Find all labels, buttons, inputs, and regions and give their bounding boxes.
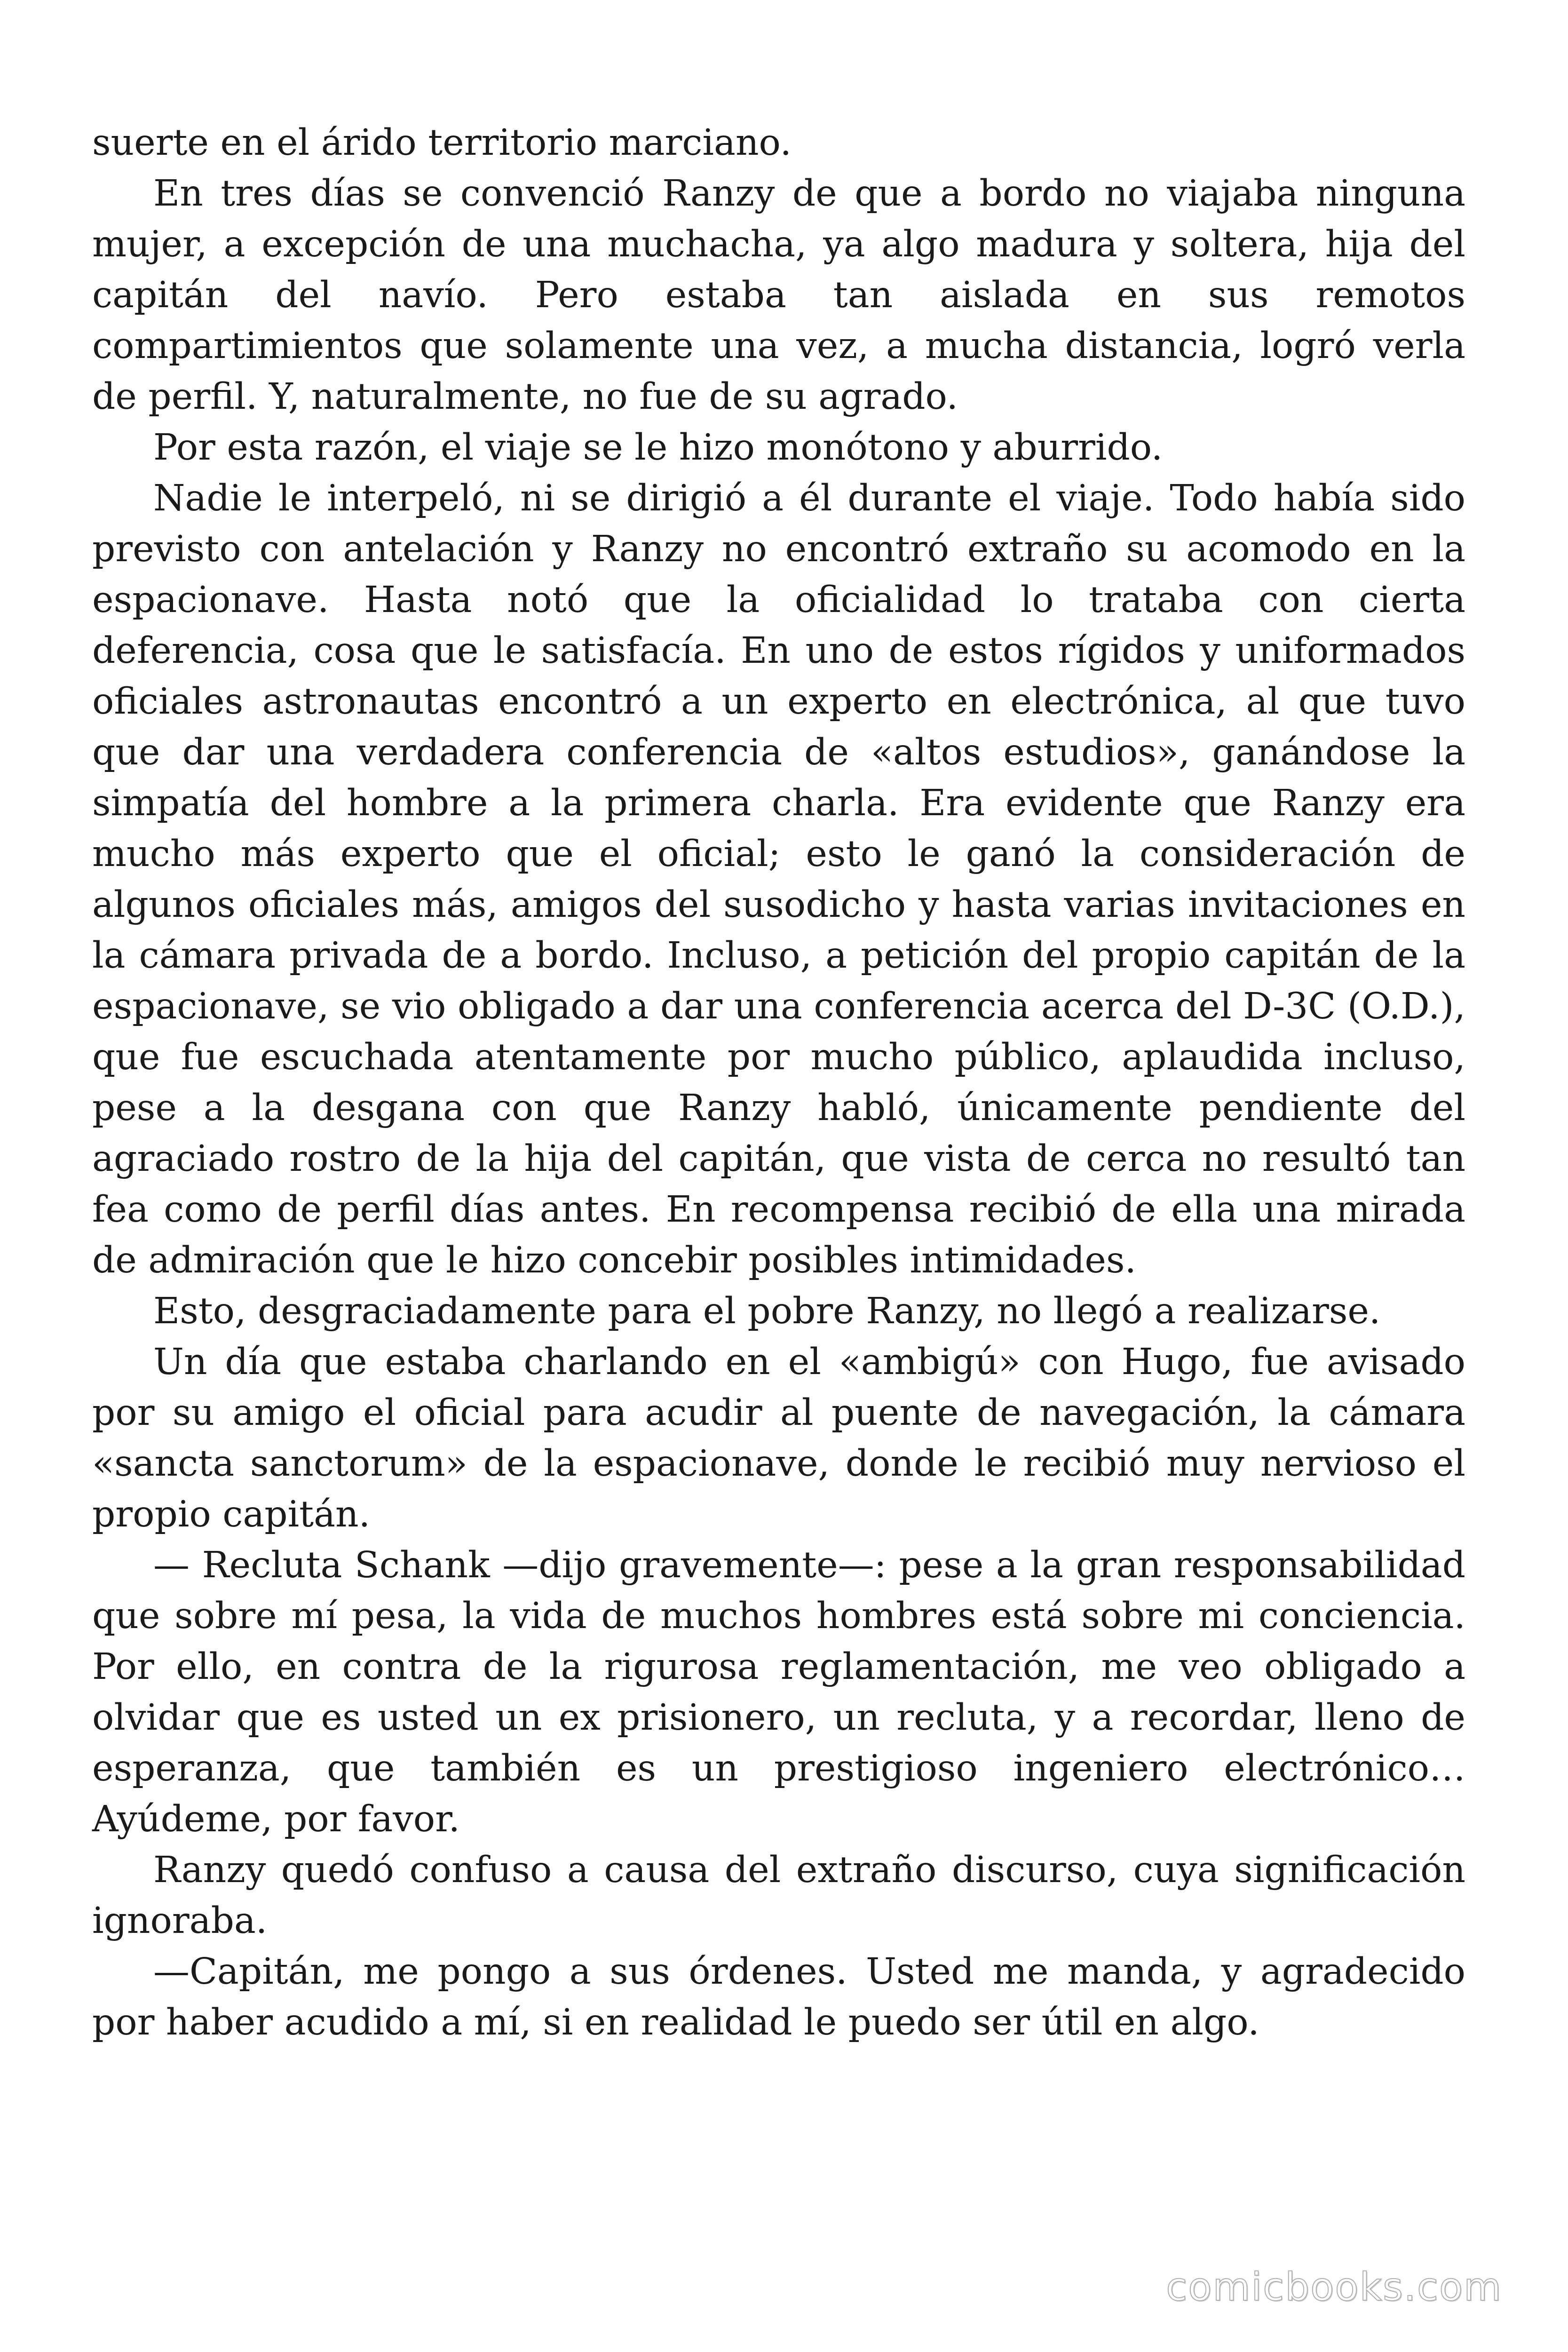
watermark: comicbooks.com: [1166, 2265, 1502, 2310]
paragraph: Nadie le interpeló, ni se dirigió a él durante el viaje. Todo había sido previsto con antelación y Ranzy no encontró extraño su acomodo en la espacionave. Hasta notó que la oficialidad lo trataba con cierta deferencia, cosa que le satisfacía. En uno de estos rígidos y uniformados oficiales astronautas encontró a un experto en electrónica, al que tuvo que dar una verdadera conferencia de «altos estudios», ganándose la simpatía del hombre a la primera charla. Era evidente que Ranzy era mucho más experto que el oficial; esto le ganó la consideración de algunos oficiales más, amigos del susodicho y hasta varias invitaciones en la cámara privada de a bordo. Incluso, a petición del propio capitán de la espacionave, se vio obligado a dar una conferencia acerca del D-3C (O.D.), que fue escuchada atentamente por mucho público, aplaudida incluso, pese a la desgana con que Ranzy habló, únicamente pendiente del agraciado rostro de la hija del capitán, que vista de cerca no resultó tan fea como de perfil días antes. En recompensa recibió de ella una mirada de admiración que le hizo concebir posibles intimidades.: [92, 477, 1465, 1281]
paragraph: — Recluta Schank —dijo gravemente—: pese a la gran responsabilidad que sobre mí pesa, la vida de muchos hombres está sobre mi conciencia. Por ello, en contra de la rigurosa reglamentación, me veo obligado a olvidar que es usted un ex prisionero, un recluta, y a recordar, lleno de esperanza, que también es un prestigioso ingeniero electrónico… Ayúdeme, por favor.: [92, 1544, 1465, 1840]
paragraph: Ranzy quedó confuso a causa del extraño discurso, cuya significación ignoraba.: [92, 1849, 1465, 1942]
paragraph: En tres días se convenció Ranzy de que a bordo no viajaba ninguna mujer, a excepción de una muchacha, ya algo madura y soltera, hija del capitán del navío. Pero estaba tan aislada en sus remotos compartimientos que solamente una vez, a mucha distancia, logró verla de perfil. Y, naturalmente, no fue de su agrado.: [92, 173, 1465, 418]
paragraph: Por esta razón, el viaje se le hizo monótono y aburrido.: [153, 427, 1163, 469]
paragraph: —Capitán, me pongo a sus órdenes. Usted me manda, y agradecido por haber acudido a mí, si en realidad le puedo ser útil en algo.: [92, 1951, 1465, 2043]
page-text: [92, 118, 1465, 2048]
paragraph: suerte en el árido territorio marciano.: [92, 122, 792, 164]
paragraph: Esto, desgraciadamente para el pobre Ranzy, no llegó a realizarse.: [153, 1290, 1381, 1332]
paragraph: Un día que estaba charlando en el «ambigú» con Hugo, fue avisado por su amigo el oficial para acudir al puente de navegación, la cámara «sancta sanctorum» de la espacionave, donde le recibió muy nervioso el propio capitán.: [92, 1341, 1465, 1535]
